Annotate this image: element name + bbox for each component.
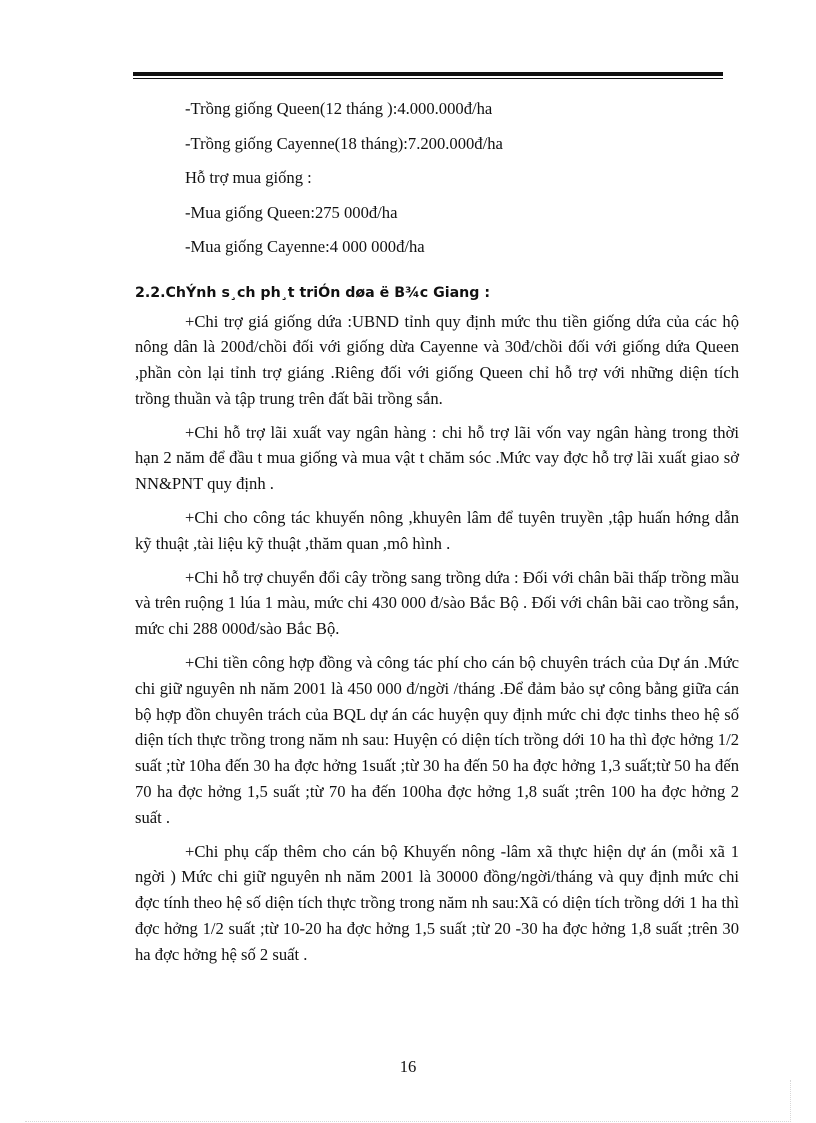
paragraph-commune-allowance: +Chi phụ cấp thêm cho cán bộ Khuyến nông -lâm xã thực hiện dự án (mỗi xã 1 ngời ) Mức chi giữ nguyên nh năm 2001 là 30000 đồng/ngời/tháng và quy định mức chi đợc tính theo hệ số diện tích thực trồng trong năm nh sau:Xã có diện tích trồng dới 1 ha thì đợc hởng 1/2 suất ;từ 10-20 ha đợc hởng 1,5 suất ;từ 20 -30 ha đợc hởng 1,8 suất ;trên 30 ha đợc hởng hệ số 2 suất . <box>135 841 739 964</box>
paragraph-seed-price-support: +Chi trợ giá giống dứa :UBND tỉnh quy định mức thu tiền giống dứa của các hộ nông dân là 200đ/chồi đối với giống dừa Cayenne và 30đ/chồi đối với giống dứa Queen ,phần còn lại tỉnh trợ giáng .Riêng đối với giống Queen chỉ hỗ trợ với những diện tích trồng thuần và tập trung trên đất bãi trồng sắn. <box>135 311 739 408</box>
section-heading: 2.2.ChÝnh s¸ch ph¸t triÓn døa ë B¾c Giang : <box>135 284 491 301</box>
page-number: 16 <box>399 1057 417 1076</box>
header-rule-thin <box>133 78 723 79</box>
paragraph-loan-interest-support: +Chi hỗ trợ lãi xuất vay ngân hàng : chi hỗ trợ lãi vốn vay ngân hàng trong thời hạn 2 năm để đầu t mua giống và mua vật t chăm sóc .Mức vay đợc hỗ trợ lãi xuất giao sở NN&PNT quy định . <box>135 422 739 494</box>
page-body <box>135 92 739 976</box>
page-edge-dotted-line <box>25 1121 791 1122</box>
support-line-cayenne-planting: -Trồng giống Cayenne(18 tháng):7.200.000đ/ha <box>185 133 503 153</box>
support-line-queen-planting: -Trồng giống Queen(12 tháng ):4.000.000đ/ha <box>185 99 493 118</box>
paragraph-extension-work: +Chi cho công tác khuyến nông ,khuyên lâm để tuyên truyền ,tập huấn hớng dẫn kỹ thuật ,tài liệu kỹ thuật ,thăm quan ,mô hình . <box>135 508 739 553</box>
support-line-seed-purchase-heading: Hỗ trợ mua giống : <box>185 168 312 187</box>
support-line-cayenne-purchase: -Mua giống Cayenne:4 000 000đ/ha <box>185 237 425 256</box>
margin-dotted-line <box>790 1080 791 1122</box>
support-line-queen-purchase: -Mua giống Queen:275 000đ/ha <box>185 202 398 222</box>
paragraph-crop-conversion: +Chi hỗ trợ chuyển đổi cây trồng sang trồng dứa : Đối với chân bãi thấp trồng mầu và trên ruộng 1 lúa 1 màu, mức chi 430 000 đ/sào Bắc Bộ . Đối với chân bãi cao trồng sắn, mức chi 288 000đ/sào Bắc Bộ. <box>135 567 739 639</box>
paragraph-contract-staff-pay: +Chi tiền công hợp đồng và công tác phí cho cán bộ chuyên trách của Dự án .Mức chi giữ nguyên nh năm 2001 là 450 000 đ/ngời /tháng .Để đảm bảo sự công bằng giữa cán bộ hợp đồn chuyên trách của BQL dự án các huyện quy định mức chi đợc tinhs theo hệ số diện tích thực trồng trong năm nh sau: Huyện có diện tích trồng dới 10 ha thì đợc hởng 1/2 suất ;từ 10ha đến 30 ha đợc hởng 1suất ;từ 30 ha đến 50 ha đợc hởng 1,3 suất;từ 50 ha đến 70 ha đợc hởng 1,5 suất ;từ 70 ha đến 100ha đợc hởng 1,8 suất ;trên 100 ha đợc hởng 2 suất . <box>135 653 739 827</box>
header-rule-thick <box>133 72 723 76</box>
